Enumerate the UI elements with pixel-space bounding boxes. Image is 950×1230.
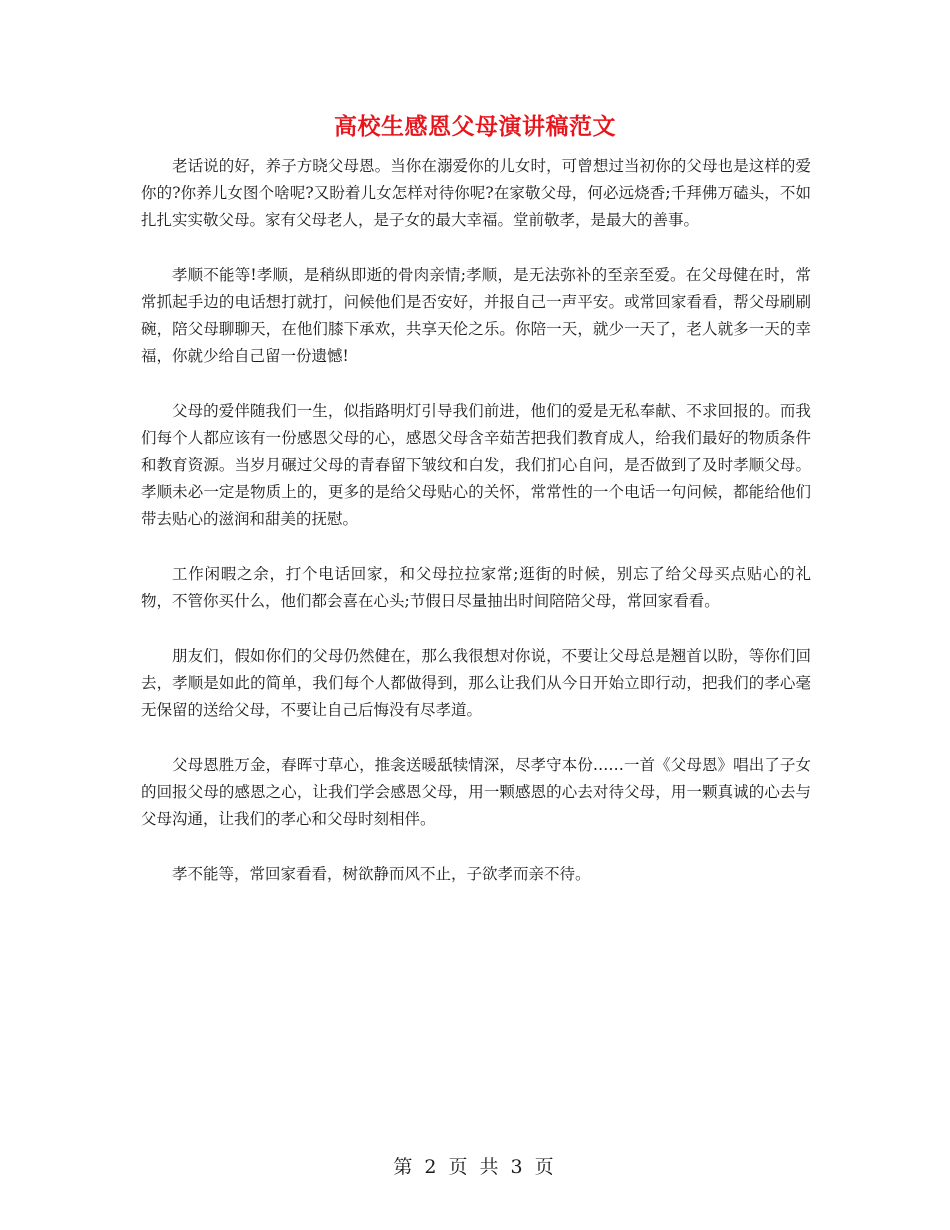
paragraph-1: 老话说的好，养子方晓父母恩。当你在溺爱你的儿女时，可曾想过当初你的父母也是这样的爱你的?你养儿女图个啥呢?又盼着儿女怎样对待你呢?在家敬父母，何必远烧香;千拜佛万磕头，不如扎扎实实敬父母。家有父母老人，是子女的最大幸福。堂前敬孝，是最大的善事。 bbox=[141, 157, 811, 229]
paragraph-3: 父母的爱伴随我们一生，似指路明灯引导我们前进，他们的爱是无私奉献、不求回报的。而我们每个人都应该有一份感恩父母的心，感恩父母含辛茹苦把我们教育成人，给我们最好的物质条件和教育资源。当岁月碾过父母的青春留下皱纹和白发，我们扪心自问，是否做到了及时孝顺父母。孝顺未必一定是物质上的，更多的是给父母贴心的关怀，常常性的一个电话一句问候，都能给他们带去贴心的滋润和甜美的抚慰。 bbox=[141, 402, 811, 528]
paragraph-4: 工作闲暇之余，打个电话回家，和父母拉拉家常;逛街的时候，别忘了给父母买点贴心的礼物，不管你买什么，他们都会喜在心头;节假日尽量抽出时间陪陪父母，常回家看看。 bbox=[141, 565, 811, 610]
document-body bbox=[141, 153, 811, 916]
paragraph-7: 孝不能等，常回家看看，树欲静而风不止，子欲孝而亲不待。 bbox=[172, 865, 591, 883]
page-number-footer: 第 2 页 共 3 页 bbox=[393, 1156, 557, 1178]
document-title: 高校生感恩父母演讲稿范文 bbox=[334, 113, 616, 140]
paragraph-6: 父母恩胜万金，春晖寸草心，推衾送暖舐犊情深，尽孝守本份……一首《父母恩》唱出了子女的回报父母的感恩之心，让我们学会感恩父母，用一颗感恩的心去对待父母，用一颗真诚的心去与父母沟通，让我们的孝心和父母时刻相伴。 bbox=[141, 756, 811, 828]
paragraph-5: 朋友们，假如你们的父母仍然健在，那么我很想对你说，不要让父母总是翘首以盼，等你们回去，孝顺是如此的简单，我们每个人都做得到，那么让我们从今日开始立即行动，把我们的孝心毫无保留的送给父母，不要让自己后悔没有尽孝道。 bbox=[141, 647, 811, 719]
paragraph-2: 孝顺不能等!孝顺，是稍纵即逝的骨肉亲情;孝顺，是无法弥补的至亲至爱。在父母健在时，常常抓起手边的电话想打就打，问候他们是否安好，并报自己一声平安。或常回家看看，帮父母刷刷碗，陪父母聊聊天，在他们膝下承欢，共享天伦之乐。你陪一天，就少一天了，老人就多一天的幸福，你就少给自己留一份遗憾! bbox=[141, 266, 811, 365]
